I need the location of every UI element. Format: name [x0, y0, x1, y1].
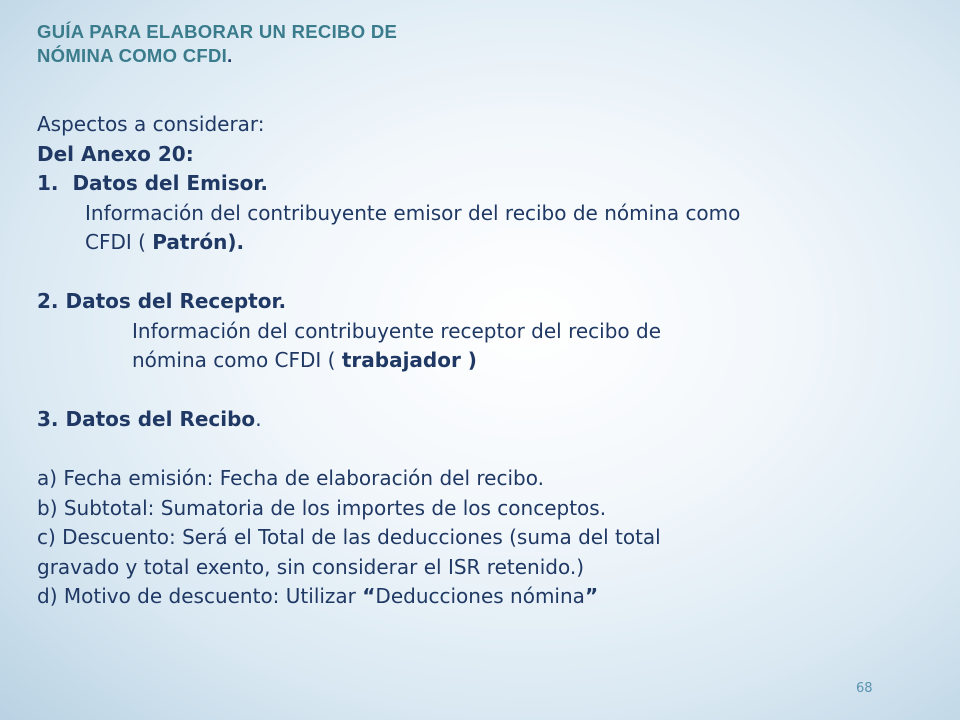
anexo-heading: Del Anexo 20:: [37, 141, 194, 166]
item-c: c) Descuento: Será el Total de las deducciones (suma del total: [37, 525, 661, 549]
item-d-quoted: Deducciones nómina: [375, 584, 585, 608]
item-d-quote-close: ”: [584, 584, 599, 608]
item-d-text: d) Motivo de descuento: Utilizar: [37, 584, 363, 608]
title-period: .: [227, 45, 233, 66]
item-b: b) Subtotal: Sumatoria de los importes de los conceptos.: [37, 495, 607, 520]
emisor-desc-bold: Patrón).: [152, 230, 245, 254]
spacer: [37, 376, 952, 406]
slide-body: [37, 110, 952, 612]
receptor-desc-bold: trabajador ): [341, 348, 477, 372]
title-line-1: GUÍA PARA ELABORAR UN RECIBO DE: [37, 21, 398, 42]
item-c-continued: gravado y total exento, sin considerar el ISR retenido.): [37, 554, 585, 579]
item-d: [37, 582, 952, 612]
title-line-2-text: NÓMINA COMO CFDI: [37, 45, 228, 66]
title-line-2: [37, 44, 597, 68]
aspectos-heading: Aspectos a considerar:: [37, 112, 265, 136]
recibo-heading-line: [37, 405, 952, 435]
receptor-desc-prefix: nómina como CFDI (: [132, 348, 342, 372]
recibo-heading: 3. Datos del Recibo: [37, 407, 256, 431]
spacer: [37, 435, 952, 465]
item-a: a) Fecha emisión: Fecha de elaboración del recibo.: [37, 466, 544, 490]
emisor-desc-line-2: [37, 228, 952, 258]
emisor-desc-line-1: Información del contribuyente emisor del recibo de nómina como: [85, 200, 741, 225]
page-number: 68: [856, 681, 873, 696]
recibo-heading-period: .: [255, 407, 262, 431]
slide-title: [37, 20, 597, 68]
item-d-quote-open: “: [362, 584, 376, 608]
emisor-desc-prefix: CFDI (: [85, 230, 153, 254]
receptor-desc-line-1: Información del contribuyente receptor del recibo de: [132, 318, 662, 343]
emisor-heading: 1. Datos del Emisor.: [37, 171, 269, 195]
spacer: [37, 258, 952, 288]
receptor-desc-line-2: [37, 346, 952, 376]
receptor-heading: 2. Datos del Receptor.: [37, 289, 287, 313]
